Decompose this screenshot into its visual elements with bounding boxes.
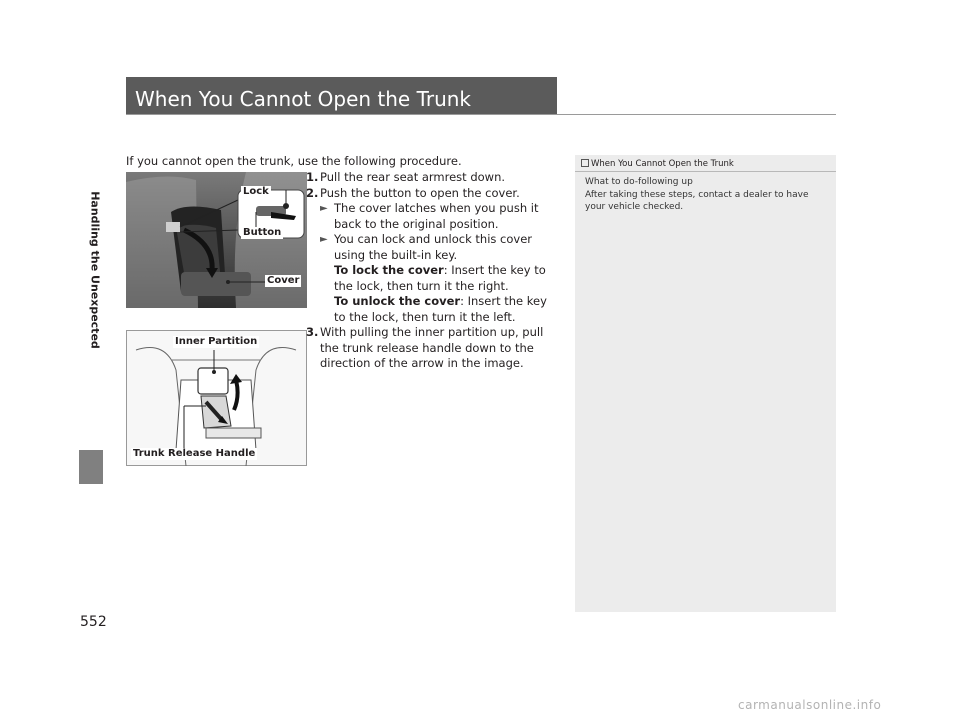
unlock-label: To unlock the cover — [334, 294, 461, 308]
side-note — [575, 155, 836, 612]
step-1 — [306, 170, 558, 186]
lock-label: To lock the cover — [334, 263, 444, 277]
reference-icon — [581, 159, 589, 167]
cover-callout: Cover — [267, 275, 300, 286]
step-2 — [306, 186, 558, 326]
step-text: Push the button to open the cover. — [320, 185, 520, 200]
step-text: With pulling the inner partition up, pull the trunk release handle down to the direction of the arrow in the image. — [320, 325, 544, 370]
triangle-bullet-icon: ► — [320, 203, 328, 214]
unlock-text: : Insert the key to the lock, then turn it the left. — [334, 294, 547, 324]
procedure-steps — [306, 170, 558, 372]
section-title: When You Cannot Open the Trunk — [135, 87, 472, 111]
intro-text: If you cannot open the trunk, use the following procedure. — [126, 154, 462, 168]
watermark: carmanualsonline.info — [738, 698, 882, 712]
note-heading — [581, 159, 734, 169]
step-text: Pull the rear seat armrest down. — [320, 170, 506, 184]
armrest-illustration — [126, 172, 307, 308]
armrest-figure — [126, 172, 307, 308]
step-number: 3. — [306, 325, 319, 339]
chapter-label: Handling the Unexpected — [88, 191, 102, 349]
chapter-marker — [79, 450, 103, 484]
inner-partition-callout: Inner Partition — [175, 336, 258, 347]
lock-instruction — [320, 263, 558, 294]
section-title-bar — [126, 77, 557, 115]
note-text: The cover latches when you push it back to the original position. — [334, 201, 539, 231]
note-text: You can lock and unlock this cover using the built-in key. — [334, 232, 533, 262]
step-number: 2. — [306, 185, 319, 200]
note-heading-text: When You Cannot Open the Trunk — [591, 159, 734, 169]
triangle-bullet-icon: ► — [320, 234, 328, 245]
step-3 — [306, 325, 558, 372]
note-rule — [575, 171, 836, 172]
note-subheading: What to do-following up — [585, 177, 693, 187]
note-body: After taking these steps, contact a dealer to have your vehicle checked. — [585, 190, 809, 212]
step-2-note-2 — [320, 232, 558, 263]
trunk-release-illustration — [126, 330, 307, 466]
title-rule — [126, 114, 836, 115]
lock-text: : Insert the key to the lock, then turn it the right. — [334, 263, 546, 293]
page-number: 552 — [80, 614, 107, 630]
lock-callout: Lock — [243, 186, 269, 197]
step-2-note-1 — [320, 201, 558, 232]
trunk-release-figure — [126, 330, 307, 466]
chapter-tab — [88, 110, 102, 430]
step-number: 1. — [306, 170, 319, 184]
trunk-handle-callout: Trunk Release Handle — [133, 448, 256, 459]
button-callout: Button — [243, 227, 282, 238]
unlock-instruction — [320, 294, 558, 325]
